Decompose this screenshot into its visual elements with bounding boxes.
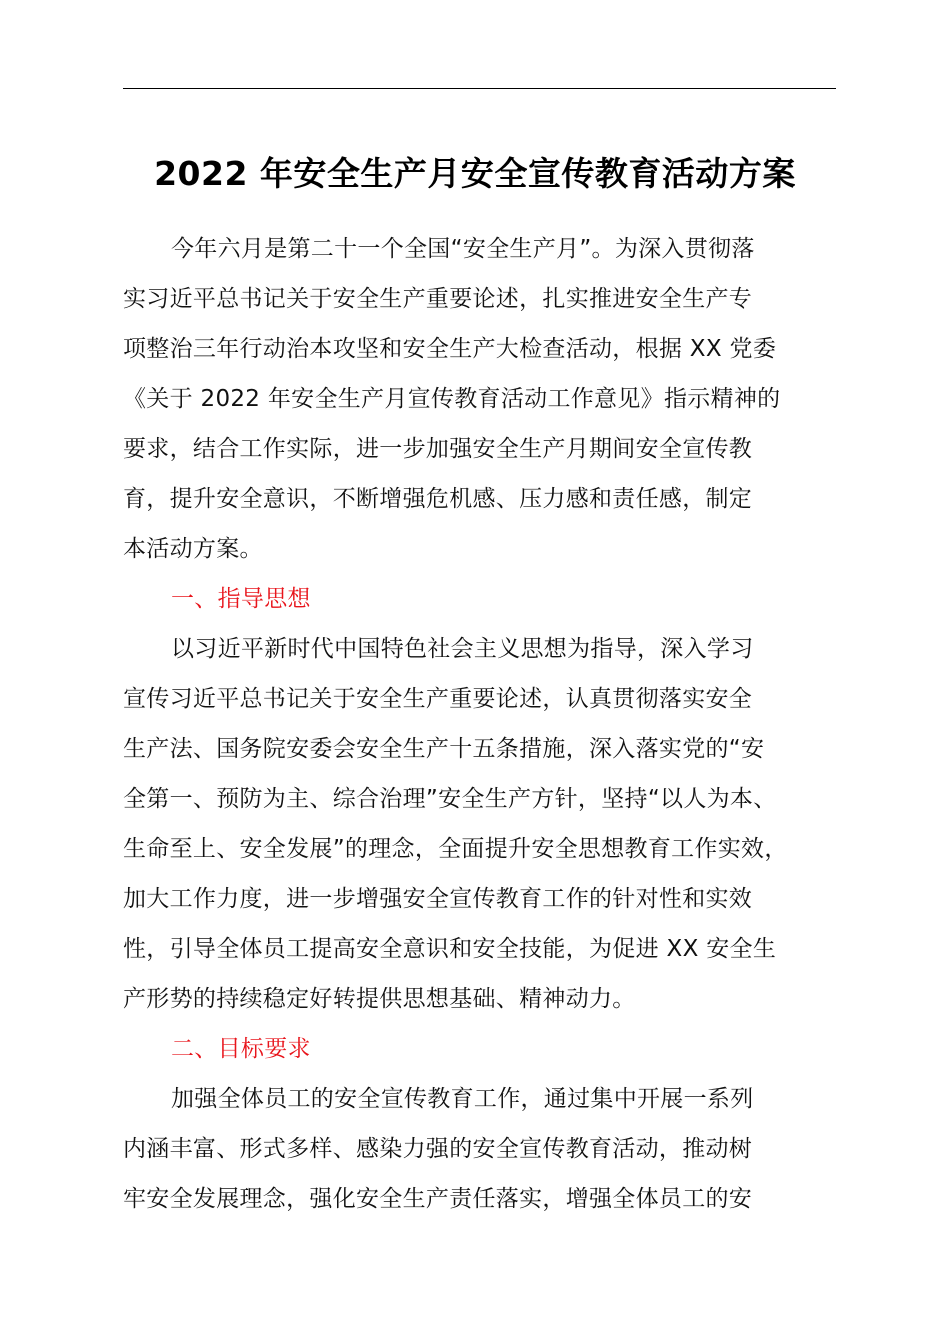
intro-line: 《关于 2022 年安全生产月宣传教育活动工作意见》指示精神的 [123,386,781,412]
section1-line: 以习近平新时代中国特色社会主义思想为指导，深入学习 [171,636,754,662]
section1-line: 生命至上、安全发展”的理念，全面提升安全思想教育工作实效， [123,836,788,862]
intro-line: 今年六月是第二十一个全国“安全生产月”。为深入贯彻落 [171,236,755,262]
section2-line: 内涵丰富、形式多样、感染力强的安全宣传教育活动，推动树 [123,1136,753,1162]
document-body [123,224,863,1224]
section1-line: 产形势的持续稳定好转提供思想基础、精神动力。 [123,986,636,1012]
section1-line: 全第一、预防为主、综合治理”安全生产方针，坚持“以人为本、 [123,786,777,812]
intro-line: 项整治三年行动治本攻坚和安全生产大检查活动，根据 XX 党委 [123,336,777,362]
section-heading-guiding-ideology: 一、指导思想 [171,586,311,612]
intro-line: 育，提升安全意识，不断增强危机感、压力感和责任感，制定 [123,486,753,512]
header-rule [123,88,836,89]
section2-line: 牢安全发展理念，强化安全生产责任落实，增强全体员工的安 [123,1186,753,1212]
section1-line: 生产法、国务院安委会安全生产十五条措施，深入落实党的“安 [123,736,765,762]
section1-line: 性，引导全体员工提高安全意识和安全技能，为促进 XX 安全生 [123,936,777,962]
document-title: 2022 年安全生产月安全宣传教育活动方案 [154,154,796,193]
section2-line: 加强全体员工的安全宣传教育工作，通过集中开展一系列 [171,1086,754,1112]
intro-line: 本活动方案。 [123,536,263,562]
section1-line: 宣传习近平总书记关于安全生产重要论述，认真贯彻落实安全 [123,686,753,712]
section-heading-goals: 二、目标要求 [171,1036,311,1062]
section1-line: 加大工作力度，进一步增强安全宣传教育工作的针对性和实效 [123,886,753,912]
intro-line: 要求，结合工作实际，进一步加强安全生产月期间安全宣传教 [123,436,753,462]
intro-line: 实习近平总书记关于安全生产重要论述，扎实推进安全生产专 [123,286,753,312]
